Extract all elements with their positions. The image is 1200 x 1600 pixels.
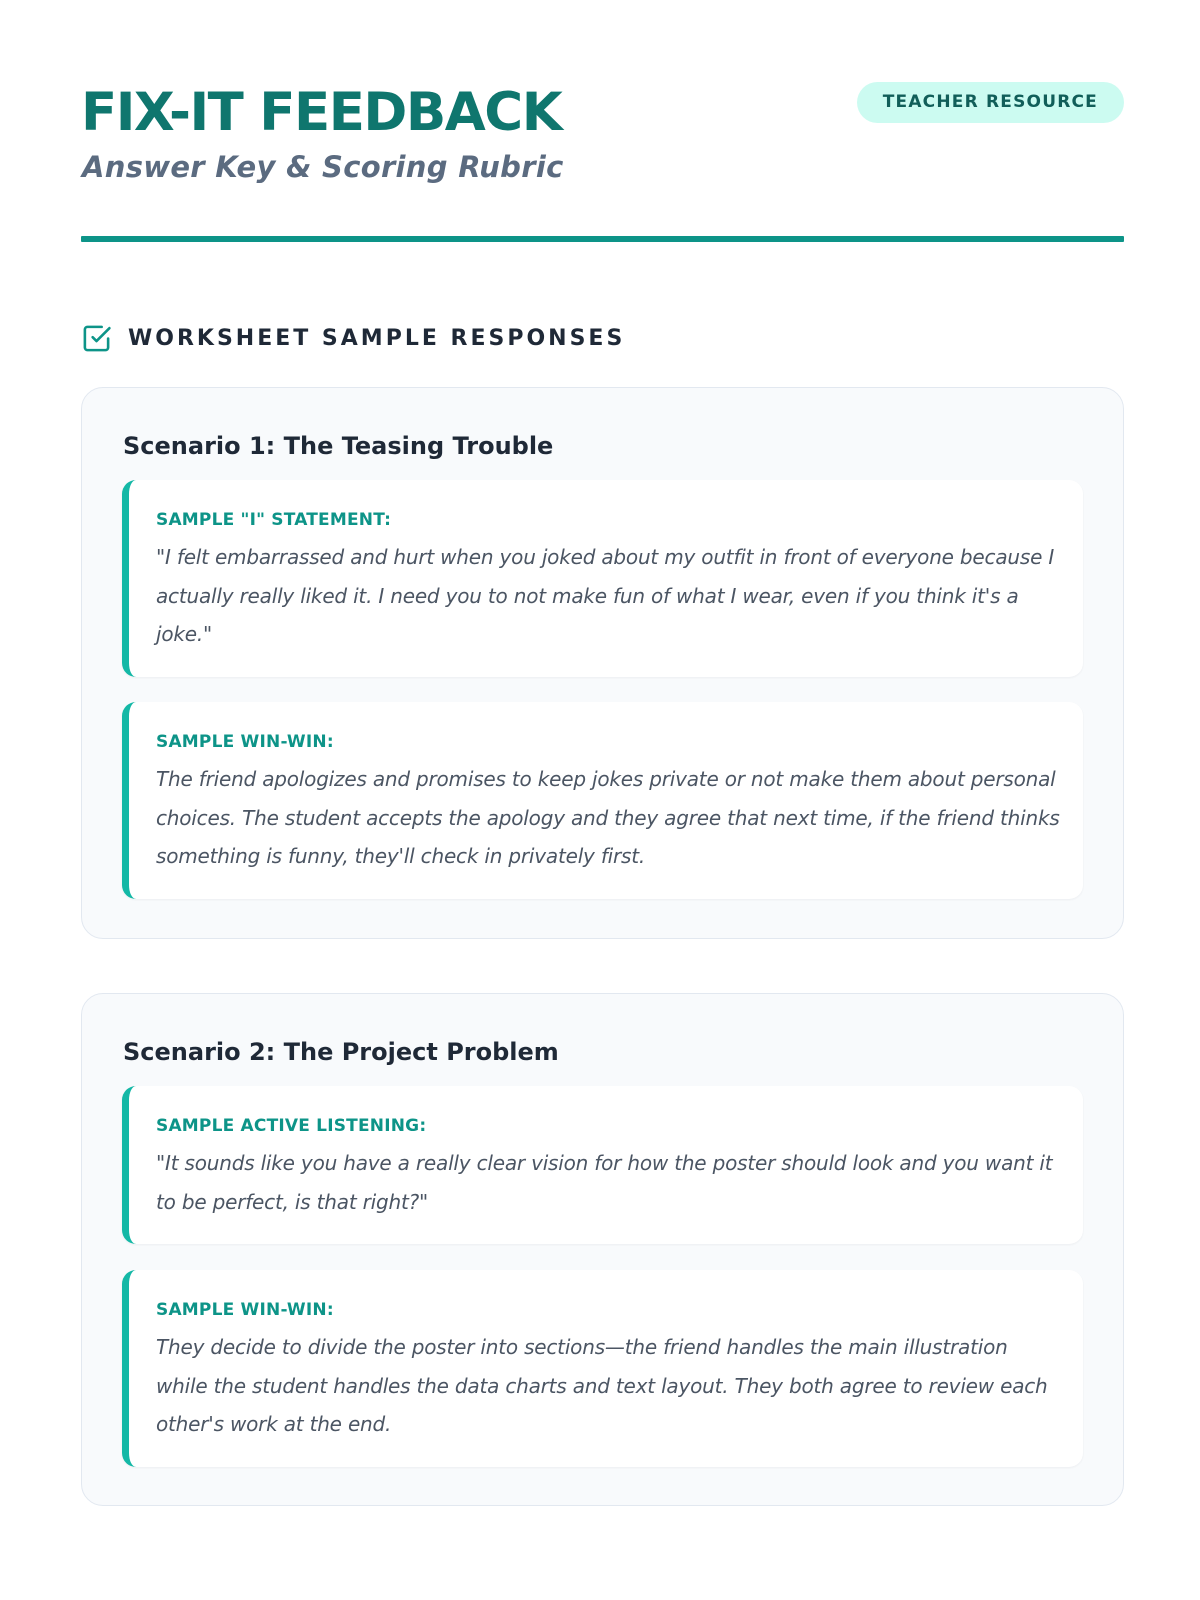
header-divider: [81, 236, 1124, 242]
sample-win-win-card: [122, 1270, 1083, 1467]
sample-active-listening-card: [122, 1086, 1083, 1244]
answer-key-page: [81, 0, 1124, 1436]
card-label: SAMPLE "I" STATEMENT:: [156, 510, 392, 530]
section-heading-label: WORKSHEET SAMPLE RESPONSES: [128, 325, 626, 351]
card-label: SAMPLE WIN-WIN:: [156, 732, 334, 752]
card-label: SAMPLE WIN-WIN:: [156, 1300, 334, 1320]
card-label: SAMPLE ACTIVE LISTENING:: [156, 1116, 427, 1136]
page-header: [81, 0, 1124, 242]
checkbox-icon: [81, 323, 112, 354]
card-text: "It sounds like you have a really clear vision for how the poster should look and you want it to be perfect, is that right?": [156, 1151, 1053, 1214]
scenario-card-2: [81, 993, 1124, 1506]
teacher-resource-badge: TEACHER RESOURCE: [857, 82, 1124, 123]
card-text: They decide to divide the poster into sections—the friend handles the main illustration while the student handles the data charts and text layout. They both agree to review each other's work at the end.: [156, 1335, 1048, 1436]
scenario-title: Scenario 1: The Teasing Trouble: [123, 432, 554, 460]
sample-i-statement-card: [122, 480, 1083, 677]
card-text: "I felt embarrassed and hurt when you joked about my outfit in front of everyone because I actually really liked it. I need you to not make fun of what I wear, even if you think it's a joke.": [156, 545, 1055, 646]
page-title: FIX-IT FEEDBACK: [81, 82, 562, 143]
scenario-title: Scenario 2: The Project Problem: [123, 1038, 559, 1066]
sample-win-win-card: [122, 702, 1083, 899]
section-heading: [81, 322, 625, 354]
card-text: The friend apologizes and promises to keep jokes private or not make them about personal choices. The student accepts the apology and they agree that next time, if the friend thinks something is funny, they'll check in privately first.: [156, 767, 1060, 868]
scenario-card-1: [81, 387, 1124, 939]
page-subtitle: Answer Key & Scoring Rubric: [82, 150, 564, 184]
